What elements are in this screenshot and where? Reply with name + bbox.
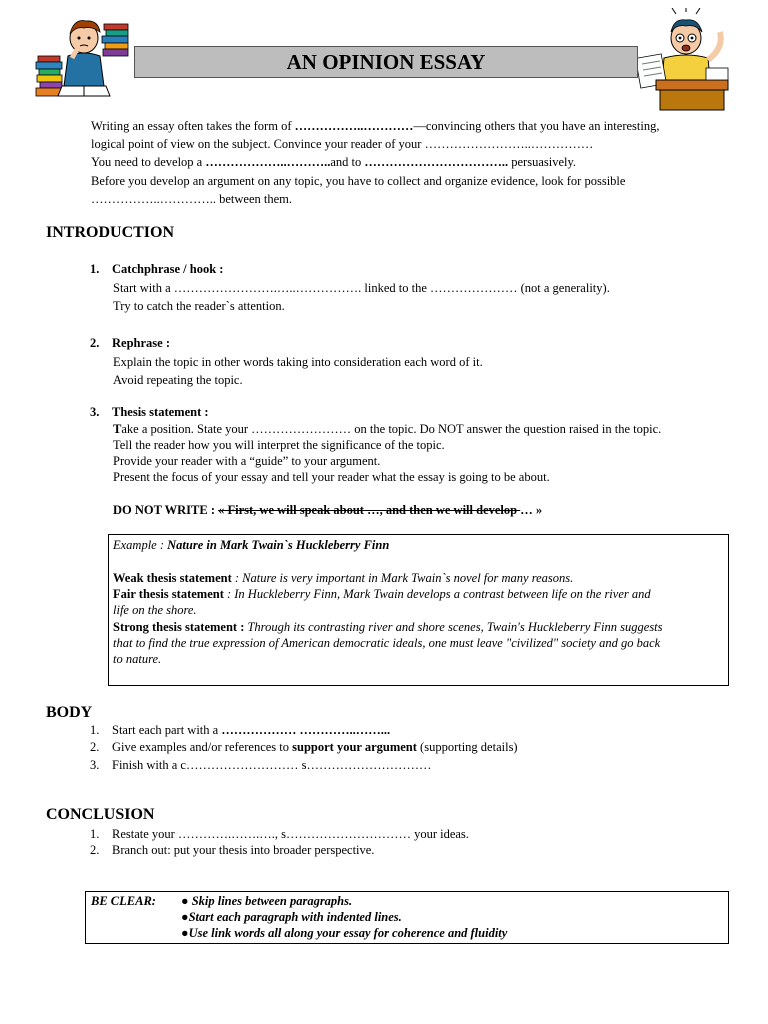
- list-number: 1.: [90, 723, 100, 737]
- item-text: Start each part with a: [112, 723, 222, 737]
- list-title: Catchphrase / hook :: [112, 262, 224, 276]
- intro-text: and to: [330, 155, 365, 169]
- body-item-2: [90, 739, 518, 755]
- list-number: 2.: [90, 336, 100, 350]
- be-clear-label: BE CLEAR:: [91, 894, 156, 908]
- intro-item-3-line-4: Present the focus of your essay and tell your reader what the essay is going to be about.: [113, 470, 550, 484]
- example-title: Nature in Mark Twain`s Huckleberry Finn: [167, 538, 390, 552]
- intro-item-1-line-2: Try to catch the reader`s attention.: [113, 299, 285, 313]
- fair-text: : In Huckleberry Finn, Mark Twain develops a contrast between life on the river and: [223, 587, 651, 601]
- list-number: 1.: [90, 827, 100, 841]
- intro-line-2: logical point of view on the subject. Convince your reader of your ……………………..……………: [91, 137, 594, 151]
- strong-thesis-line-3: to nature.: [113, 652, 162, 666]
- strong-thesis-line: [113, 619, 663, 635]
- item-text: (supporting details): [416, 740, 518, 754]
- introduction-heading: INTRODUCTION: [46, 224, 175, 241]
- intro-item-2-line-2: Avoid repeating the topic.: [113, 373, 243, 387]
- list-title: Rephrase :: [112, 336, 170, 350]
- intro-line-5: ……………..………….. between them.: [91, 192, 293, 206]
- struck-example: « First, we will speak about …, and then we will develop: [218, 503, 521, 517]
- be-clear-text: Start each paragraph with indented lines.: [188, 910, 402, 924]
- bullet-icon: ●: [181, 926, 189, 940]
- conclusion-item-2: [90, 842, 374, 858]
- conclusion-item-1: [90, 826, 469, 842]
- intro-line-1: [91, 118, 659, 134]
- weak-thesis-line: [113, 570, 573, 586]
- page-title: AN OPINION ESSAY: [286, 50, 486, 74]
- weak-text: : Nature is very important in Mark Twain`s novel for many reasons.: [231, 571, 574, 585]
- list-number: 3.: [90, 405, 100, 419]
- conclusion-heading: CONCLUSION: [46, 806, 155, 823]
- item-text: ake a position. State your …………………… on the topic. Do NOT answer the question raised in the topic.: [121, 422, 662, 436]
- fair-label: Fair thesis statement: [113, 587, 224, 601]
- intro-text: Writing an essay often takes the form of: [91, 119, 295, 133]
- list-number: 3.: [90, 758, 100, 772]
- intro-item-3-line-3: Provide your reader with a “guide” to your argument.: [113, 454, 381, 468]
- student-reading-illustration: [34, 16, 134, 102]
- example-box: [108, 534, 729, 686]
- fair-thesis-line-2: life on the shore.: [113, 603, 197, 617]
- intro-line-4: Before you develop an argument on any topic, you have to collect and organize evidence, look for possible: [91, 174, 626, 188]
- weak-label: Weak thesis statement: [113, 571, 232, 585]
- bold-initial: T: [113, 422, 122, 436]
- item-text: Finish with a c……………………… s…………………………: [112, 758, 432, 772]
- example-title-line: [113, 537, 389, 553]
- stressed-student-illustration: [636, 8, 738, 112]
- intro-line-3: [91, 154, 576, 170]
- intro-item-3-line-1: [113, 421, 661, 437]
- intro-item-2-title: [90, 335, 170, 351]
- intro-item-3-line-2: Tell the reader how you will interpret the significance of the topic.: [113, 438, 445, 452]
- title-bar: [134, 46, 638, 78]
- be-clear-text: Skip lines between paragraphs.: [191, 894, 353, 908]
- list-number: 2.: [90, 843, 100, 857]
- strong-thesis-line-2: that to find the true expression of American democratic ideals, one must leave "civilized" society and go back: [113, 636, 661, 650]
- intro-item-3-title: [90, 404, 209, 420]
- list-title: Thesis statement :: [112, 405, 209, 419]
- be-clear-text: Use link words all along your essay for coherence and fluidity: [188, 926, 508, 940]
- struck-tail: … »: [520, 503, 543, 517]
- body-item-1: [90, 722, 390, 738]
- blank-dots: ……………… …………..……...: [221, 723, 391, 737]
- blank-dots: ……………………………..: [364, 155, 509, 169]
- intro-text: —convincing others that you have an interesting,: [413, 119, 660, 133]
- fair-thesis-line: [113, 586, 651, 602]
- intro-text: persuasively.: [508, 155, 577, 169]
- body-item-3: [90, 757, 431, 773]
- do-not-write-line: [113, 502, 542, 518]
- body-heading: BODY: [46, 704, 93, 721]
- example-label: Example :: [113, 538, 168, 552]
- blank-dots: ……………..…………: [294, 119, 414, 133]
- item-emphasis: support your argument: [292, 740, 417, 754]
- bullet-icon: ●: [181, 910, 189, 924]
- be-clear-item-1: [181, 893, 352, 909]
- list-number: 1.: [90, 262, 100, 276]
- bullet-icon: ●: [181, 894, 189, 908]
- intro-item-1-line-1: Start with a …………………….…..……………. linked to the ………………… (not a generality).: [113, 281, 610, 295]
- intro-item-2-line-1: Explain the topic in other words taking into consideration each word of it.: [113, 355, 483, 369]
- item-text: Give examples and/or references to: [112, 740, 293, 754]
- item-text: Branch out: put your thesis into broader perspective.: [112, 843, 375, 857]
- strong-text: Through its contrasting river and shore scenes, Twain's Huckleberry Finn suggests: [247, 620, 663, 634]
- be-clear-item-3: [181, 925, 507, 941]
- strong-label: Strong thesis statement :: [113, 620, 248, 634]
- intro-text: You need to develop a: [91, 155, 206, 169]
- list-number: 2.: [90, 740, 100, 754]
- do-not-write-label: DO NOT WRITE :: [113, 503, 219, 517]
- item-text: Restate your ………….…….…., s………………………… your ideas.: [112, 827, 469, 841]
- intro-item-1-title: [90, 261, 223, 277]
- be-clear-item-2: [181, 909, 402, 925]
- blank-dots: ………………..………..: [205, 155, 331, 169]
